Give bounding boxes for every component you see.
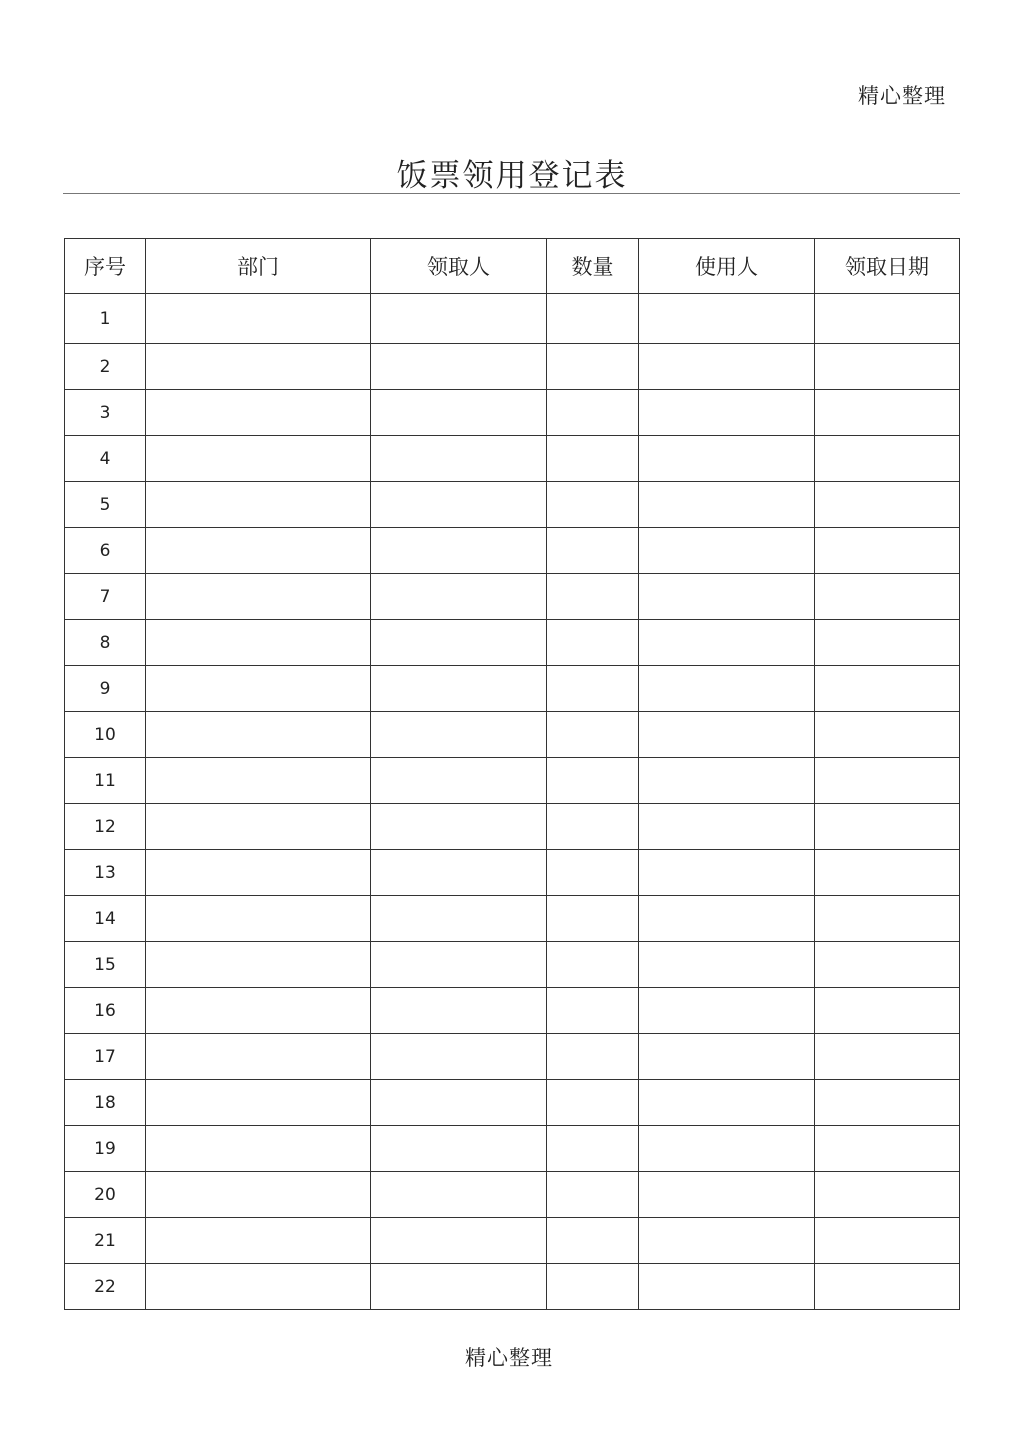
quantity-cell bbox=[547, 390, 639, 436]
user-cell bbox=[639, 1034, 815, 1080]
date-cell bbox=[815, 850, 960, 896]
department-cell bbox=[146, 942, 371, 988]
department-cell bbox=[146, 1218, 371, 1264]
date-cell bbox=[815, 574, 960, 620]
date-cell bbox=[815, 758, 960, 804]
table-row bbox=[65, 988, 960, 1034]
recipient-cell bbox=[371, 1218, 547, 1264]
quantity-cell bbox=[547, 850, 639, 896]
row-index: 7 bbox=[65, 574, 146, 620]
department-cell bbox=[146, 528, 371, 574]
date-cell bbox=[815, 294, 960, 344]
date-cell bbox=[815, 344, 960, 390]
table-row bbox=[65, 1264, 960, 1310]
user-cell bbox=[639, 1264, 815, 1310]
department-cell bbox=[146, 896, 371, 942]
date-cell bbox=[815, 620, 960, 666]
row-index: 1 bbox=[65, 294, 146, 344]
title-divider bbox=[63, 193, 960, 194]
department-cell bbox=[146, 804, 371, 850]
recipient-cell bbox=[371, 390, 547, 436]
user-cell bbox=[639, 896, 815, 942]
recipient-cell bbox=[371, 850, 547, 896]
date-cell bbox=[815, 528, 960, 574]
quantity-cell bbox=[547, 294, 639, 344]
table-row bbox=[65, 1034, 960, 1080]
quantity-cell bbox=[547, 528, 639, 574]
row-index: 8 bbox=[65, 620, 146, 666]
user-cell bbox=[639, 988, 815, 1034]
quantity-cell bbox=[547, 1126, 639, 1172]
department-cell bbox=[146, 712, 371, 758]
table-row bbox=[65, 620, 960, 666]
date-cell bbox=[815, 942, 960, 988]
quantity-cell bbox=[547, 942, 639, 988]
recipient-cell bbox=[371, 574, 547, 620]
quantity-cell bbox=[547, 896, 639, 942]
row-index: 21 bbox=[65, 1218, 146, 1264]
table-row bbox=[65, 1172, 960, 1218]
recipient-cell bbox=[371, 1264, 547, 1310]
user-cell bbox=[639, 1218, 815, 1264]
row-index: 15 bbox=[65, 942, 146, 988]
recipient-cell bbox=[371, 294, 547, 344]
footer-note: 精心整理 bbox=[465, 1346, 553, 1370]
user-cell bbox=[639, 390, 815, 436]
table-row bbox=[65, 666, 960, 712]
date-cell bbox=[815, 1264, 960, 1310]
user-cell bbox=[639, 1172, 815, 1218]
date-cell bbox=[815, 666, 960, 712]
quantity-cell bbox=[547, 712, 639, 758]
row-index: 10 bbox=[65, 712, 146, 758]
column-header-index: 序号 bbox=[65, 239, 146, 294]
row-index: 14 bbox=[65, 896, 146, 942]
table-row bbox=[65, 294, 960, 344]
department-cell bbox=[146, 1034, 371, 1080]
date-cell bbox=[815, 1218, 960, 1264]
quantity-cell bbox=[547, 988, 639, 1034]
row-index: 22 bbox=[65, 1264, 146, 1310]
row-index: 19 bbox=[65, 1126, 146, 1172]
date-cell bbox=[815, 804, 960, 850]
user-cell bbox=[639, 850, 815, 896]
quantity-cell bbox=[547, 1080, 639, 1126]
quantity-cell bbox=[547, 344, 639, 390]
user-cell bbox=[639, 344, 815, 390]
recipient-cell bbox=[371, 896, 547, 942]
table-row bbox=[65, 850, 960, 896]
table-row bbox=[65, 344, 960, 390]
date-cell bbox=[815, 436, 960, 482]
recipient-cell bbox=[371, 528, 547, 574]
user-cell bbox=[639, 574, 815, 620]
row-index: 9 bbox=[65, 666, 146, 712]
department-cell bbox=[146, 666, 371, 712]
user-cell bbox=[639, 620, 815, 666]
date-cell bbox=[815, 390, 960, 436]
user-cell bbox=[639, 758, 815, 804]
table-row bbox=[65, 574, 960, 620]
row-index: 18 bbox=[65, 1080, 146, 1126]
quantity-cell bbox=[547, 666, 639, 712]
department-cell bbox=[146, 294, 371, 344]
table-row bbox=[65, 804, 960, 850]
quantity-cell bbox=[547, 1264, 639, 1310]
user-cell bbox=[639, 482, 815, 528]
table-row bbox=[65, 528, 960, 574]
user-cell bbox=[639, 942, 815, 988]
department-cell bbox=[146, 1080, 371, 1126]
table-row bbox=[65, 896, 960, 942]
user-cell bbox=[639, 666, 815, 712]
quantity-cell bbox=[547, 758, 639, 804]
table-row bbox=[65, 1218, 960, 1264]
recipient-cell bbox=[371, 712, 547, 758]
date-cell bbox=[815, 482, 960, 528]
table-row bbox=[65, 390, 960, 436]
user-cell bbox=[639, 1080, 815, 1126]
column-header-recipient: 领取人 bbox=[371, 239, 547, 294]
quantity-cell bbox=[547, 804, 639, 850]
row-index: 20 bbox=[65, 1172, 146, 1218]
row-index: 6 bbox=[65, 528, 146, 574]
table-row bbox=[65, 712, 960, 758]
row-index: 3 bbox=[65, 390, 146, 436]
recipient-cell bbox=[371, 988, 547, 1034]
date-cell bbox=[815, 1034, 960, 1080]
user-cell bbox=[639, 1126, 815, 1172]
row-index: 11 bbox=[65, 758, 146, 804]
column-header-date: 领取日期 bbox=[815, 239, 960, 294]
recipient-cell bbox=[371, 1172, 547, 1218]
row-index: 12 bbox=[65, 804, 146, 850]
recipient-cell bbox=[371, 1080, 547, 1126]
department-cell bbox=[146, 574, 371, 620]
date-cell bbox=[815, 896, 960, 942]
table-row bbox=[65, 942, 960, 988]
quantity-cell bbox=[547, 482, 639, 528]
department-cell bbox=[146, 620, 371, 666]
date-cell bbox=[815, 1126, 960, 1172]
quantity-cell bbox=[547, 1172, 639, 1218]
department-cell bbox=[146, 850, 371, 896]
department-cell bbox=[146, 482, 371, 528]
recipient-cell bbox=[371, 1126, 547, 1172]
user-cell bbox=[639, 804, 815, 850]
column-header-quantity: 数量 bbox=[547, 239, 639, 294]
quantity-cell bbox=[547, 1034, 639, 1080]
page-title: 饭票领用登记表 bbox=[396, 158, 628, 194]
column-header-department: 部门 bbox=[146, 239, 371, 294]
department-cell bbox=[146, 344, 371, 390]
row-index: 16 bbox=[65, 988, 146, 1034]
table-row bbox=[65, 1126, 960, 1172]
user-cell bbox=[639, 294, 815, 344]
date-cell bbox=[815, 1080, 960, 1126]
quantity-cell bbox=[547, 620, 639, 666]
table-row bbox=[65, 758, 960, 804]
department-cell bbox=[146, 1264, 371, 1310]
header-note: 精心整理 bbox=[858, 84, 946, 108]
recipient-cell bbox=[371, 436, 547, 482]
table-row bbox=[65, 482, 960, 528]
recipient-cell bbox=[371, 666, 547, 712]
recipient-cell bbox=[371, 758, 547, 804]
recipient-cell bbox=[371, 482, 547, 528]
department-cell bbox=[146, 988, 371, 1034]
table-body bbox=[65, 294, 960, 1310]
department-cell bbox=[146, 1126, 371, 1172]
recipient-cell bbox=[371, 804, 547, 850]
row-index: 5 bbox=[65, 482, 146, 528]
table-header-row bbox=[65, 239, 960, 294]
department-cell bbox=[146, 436, 371, 482]
department-cell bbox=[146, 758, 371, 804]
user-cell bbox=[639, 712, 815, 758]
department-cell bbox=[146, 390, 371, 436]
column-header-user: 使用人 bbox=[639, 239, 815, 294]
recipient-cell bbox=[371, 1034, 547, 1080]
user-cell bbox=[639, 528, 815, 574]
recipient-cell bbox=[371, 344, 547, 390]
date-cell bbox=[815, 712, 960, 758]
meal-ticket-register-table bbox=[64, 238, 960, 1310]
date-cell bbox=[815, 1172, 960, 1218]
table-row bbox=[65, 1080, 960, 1126]
quantity-cell bbox=[547, 1218, 639, 1264]
row-index: 13 bbox=[65, 850, 146, 896]
recipient-cell bbox=[371, 942, 547, 988]
quantity-cell bbox=[547, 574, 639, 620]
row-index: 17 bbox=[65, 1034, 146, 1080]
row-index: 2 bbox=[65, 344, 146, 390]
recipient-cell bbox=[371, 620, 547, 666]
table-row bbox=[65, 436, 960, 482]
department-cell bbox=[146, 1172, 371, 1218]
user-cell bbox=[639, 436, 815, 482]
row-index: 4 bbox=[65, 436, 146, 482]
date-cell bbox=[815, 988, 960, 1034]
quantity-cell bbox=[547, 436, 639, 482]
